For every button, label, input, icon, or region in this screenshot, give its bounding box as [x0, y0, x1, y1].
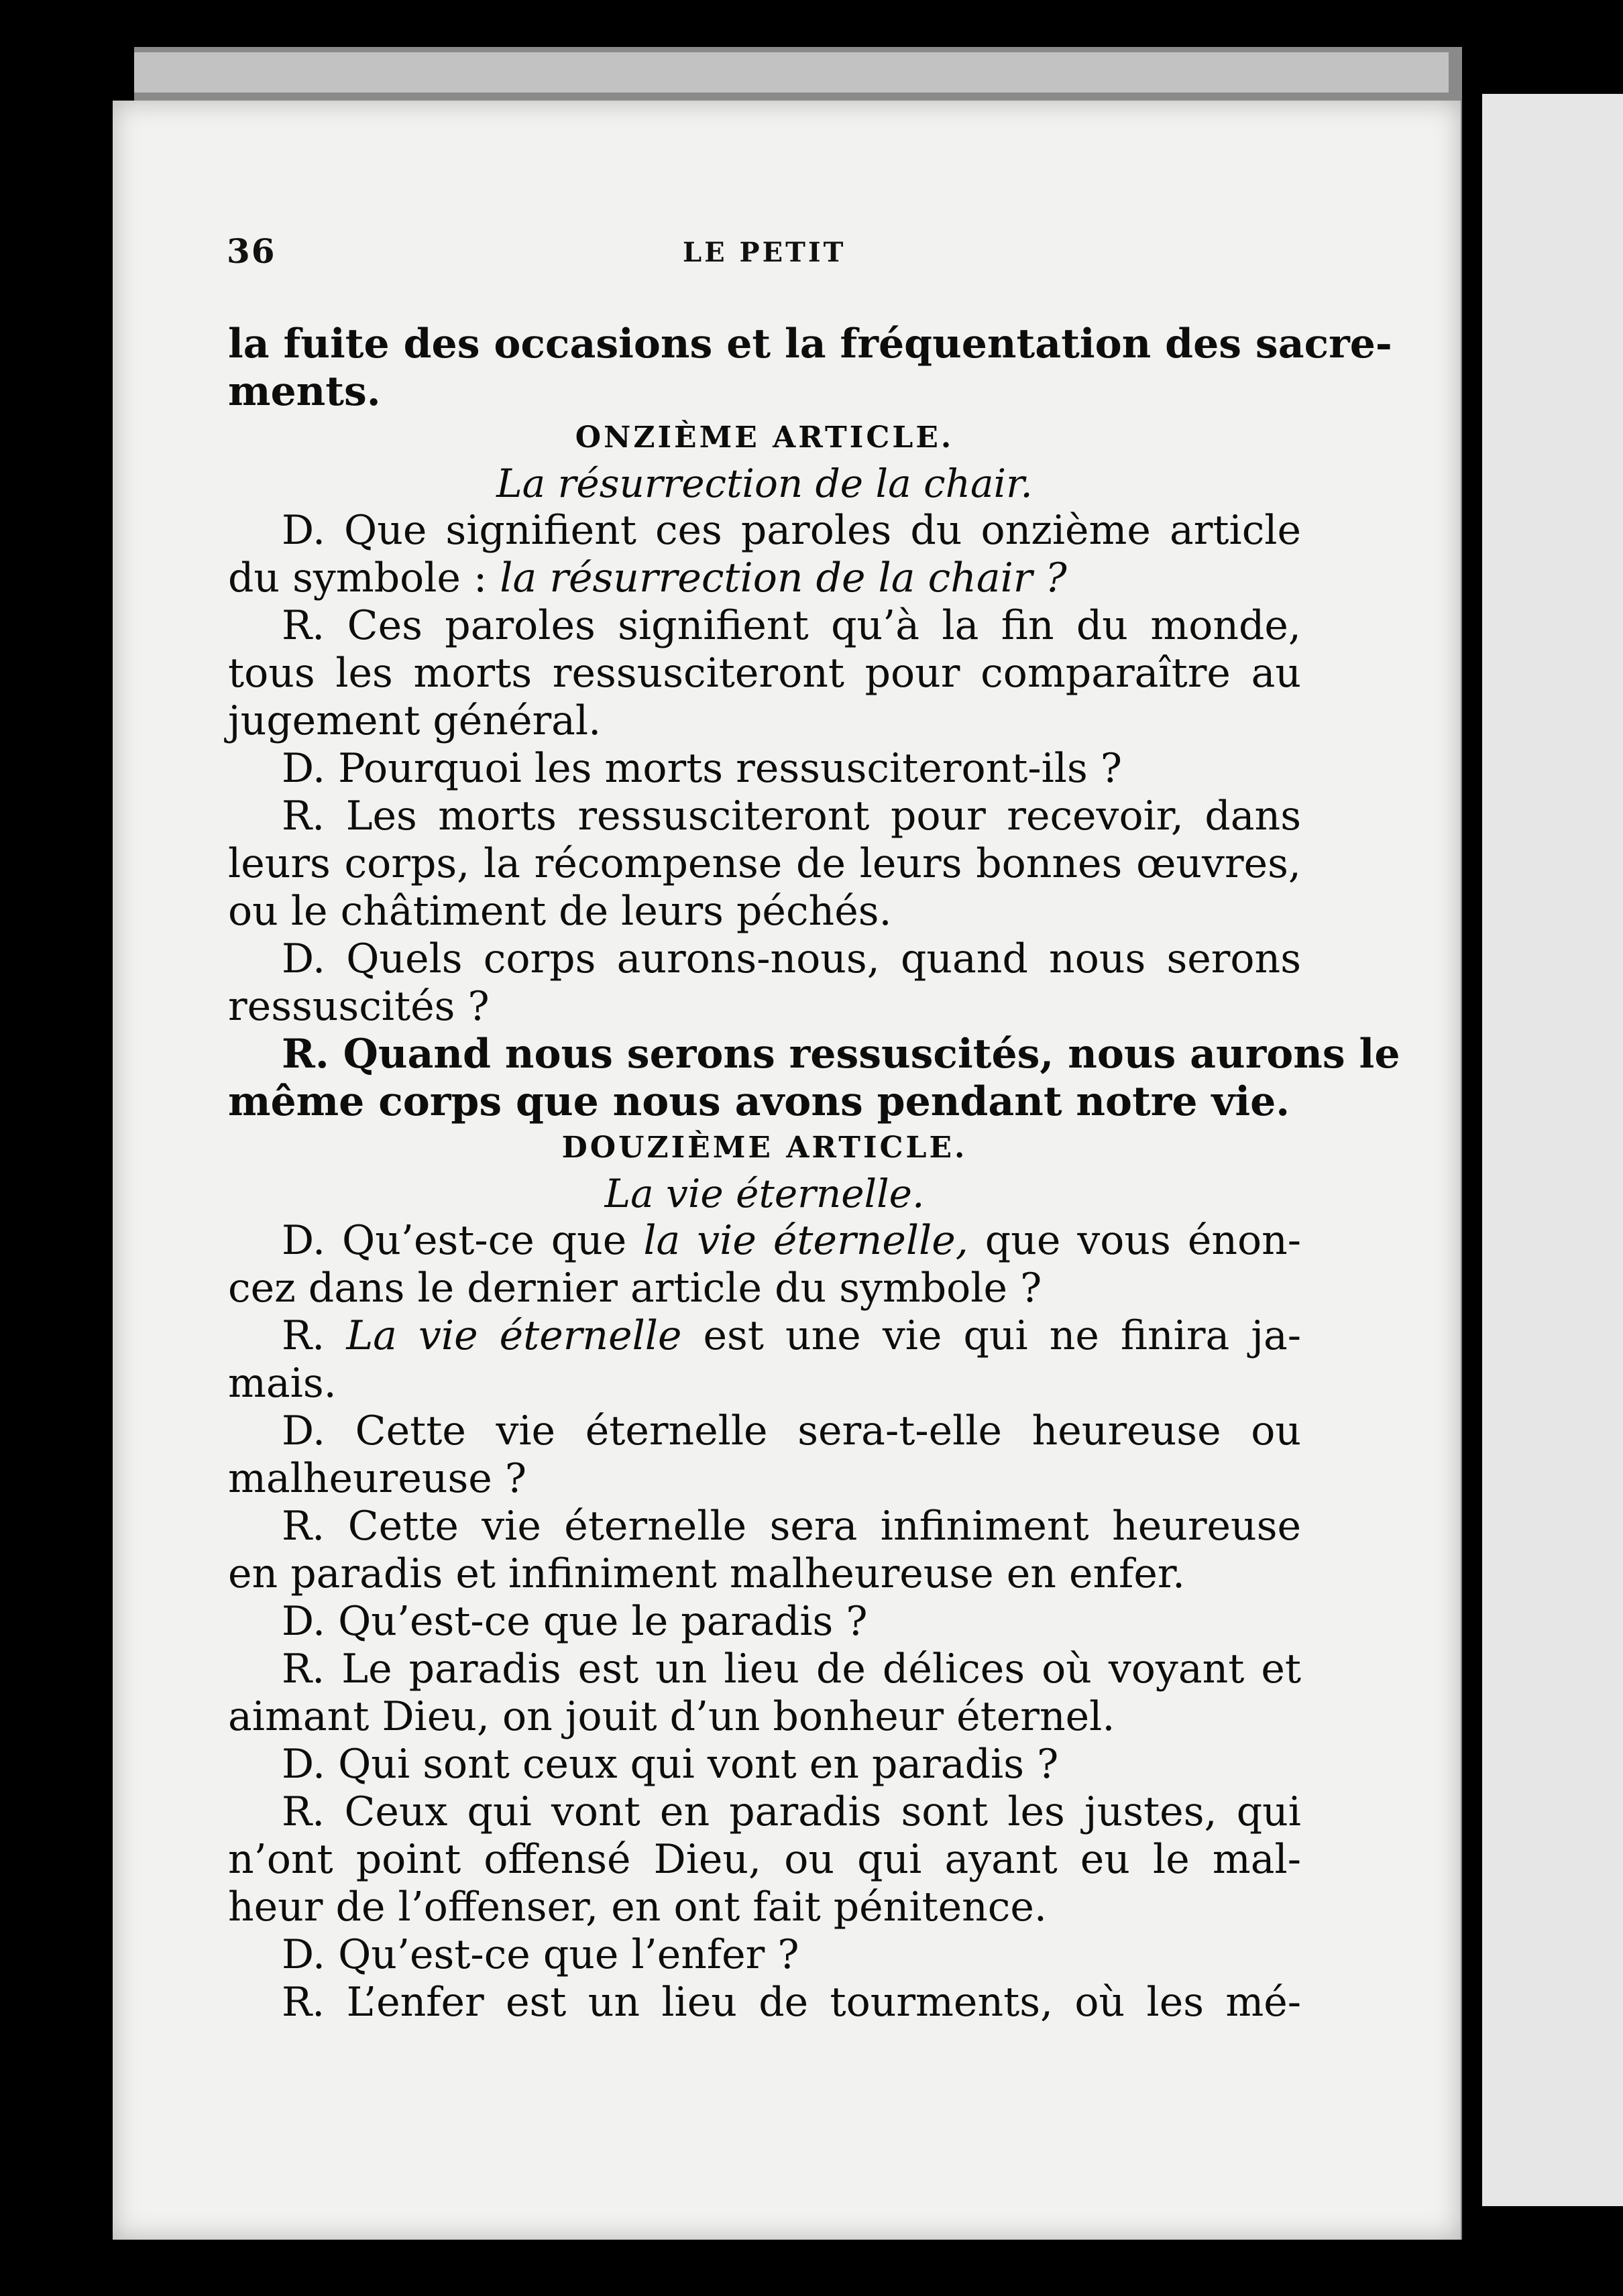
answer-line: R. La vie éternelle est une vie qui ne finira ja-: [282, 1312, 1301, 1359]
question-line: malheureuse ?: [228, 1455, 527, 1502]
question-line: ressuscités ?: [228, 983, 490, 1030]
page-number: 36: [227, 231, 276, 271]
answer-line: tous les morts ressusciteront pour comparaître au: [228, 650, 1301, 697]
answer-line: ou le châtiment de leurs péchés.: [228, 888, 892, 935]
answer-line: R. L’enfer est un lieu de tourments, où les mé-: [282, 1979, 1301, 2026]
article-subheading: La résurrection de la chair.: [496, 461, 1033, 506]
answer-line: R. Cette vie éternelle sera infiniment heureuse: [282, 1503, 1301, 1550]
facing-page-edge: [1482, 94, 1623, 2206]
question-line: du symbole : la résurrection de la chair ?: [228, 555, 1067, 601]
question-line: D. Qui sont ceux qui vont en paradis ?: [282, 1741, 1059, 1788]
answer-line: n’ont point offensé Dieu, ou qui ayant eu le mal-: [228, 1836, 1301, 1883]
answer-line: R. Quand nous serons ressuscités, nous aurons le: [282, 1031, 1400, 1078]
answer-line: mais.: [228, 1360, 337, 1407]
question-line: D. Cette vie éternelle sera-t-elle heureuse ou: [282, 1408, 1301, 1454]
question-line: D. Pourquoi les morts ressusciteront-ils ?: [282, 745, 1123, 792]
article-heading: ONZIÈME ARTICLE.: [575, 420, 954, 455]
article-heading: DOUZIÈME ARTICLE.: [561, 1131, 968, 1165]
answer-line: en paradis et infiniment malheureuse en enfer.: [228, 1550, 1186, 1597]
page-header: [113, 231, 1461, 278]
running-head: LE PETIT: [683, 237, 846, 268]
answer-line: heur de l’offenser, en ont fait pénitence.: [228, 1884, 1047, 1931]
answer-line: jugement général.: [228, 697, 602, 744]
answer-line: R. Ces paroles signifient qu’à la fin du monde,: [282, 602, 1301, 649]
answer-line: R. Le paradis est un lieu de délices où voyant et: [282, 1646, 1301, 1692]
page-text: [228, 321, 1400, 2026]
answer-line: leurs corps, la récompense de leurs bonnes œuvres,: [228, 840, 1301, 887]
question-line: D. Qu’est-ce que le paradis ?: [282, 1598, 868, 1645]
question-line: D. Quels corps aurons-nous, quand nous serons: [282, 935, 1301, 982]
answer-line: R. Ceux qui vont en paradis sont les justes, qui: [282, 1788, 1301, 1835]
answer-line: même corps que nous avons pendant notre vie.: [228, 1078, 1290, 1125]
question-line: D. Qu’est-ce que la vie éternelle, que vous énon-: [282, 1217, 1302, 1264]
answer-line: aimant Dieu, on jouit d’un bonheur éternel.: [228, 1693, 1115, 1740]
question-line: D. Que signifient ces paroles du onzième article: [282, 507, 1301, 554]
text-line: la fuite des occasions et la fréquentation des sacre-: [228, 321, 1392, 367]
text-line: ments.: [228, 368, 381, 415]
question-line: D. Qu’est-ce que l’enfer ?: [282, 1931, 799, 1978]
article-subheading: La vie éternelle.: [604, 1171, 925, 1216]
page-top-edge: [134, 52, 1449, 93]
answer-line: R. Les morts ressusciteront pour recevoir, dans: [282, 793, 1301, 840]
question-line: cez dans le dernier article du symbole ?: [228, 1265, 1042, 1312]
